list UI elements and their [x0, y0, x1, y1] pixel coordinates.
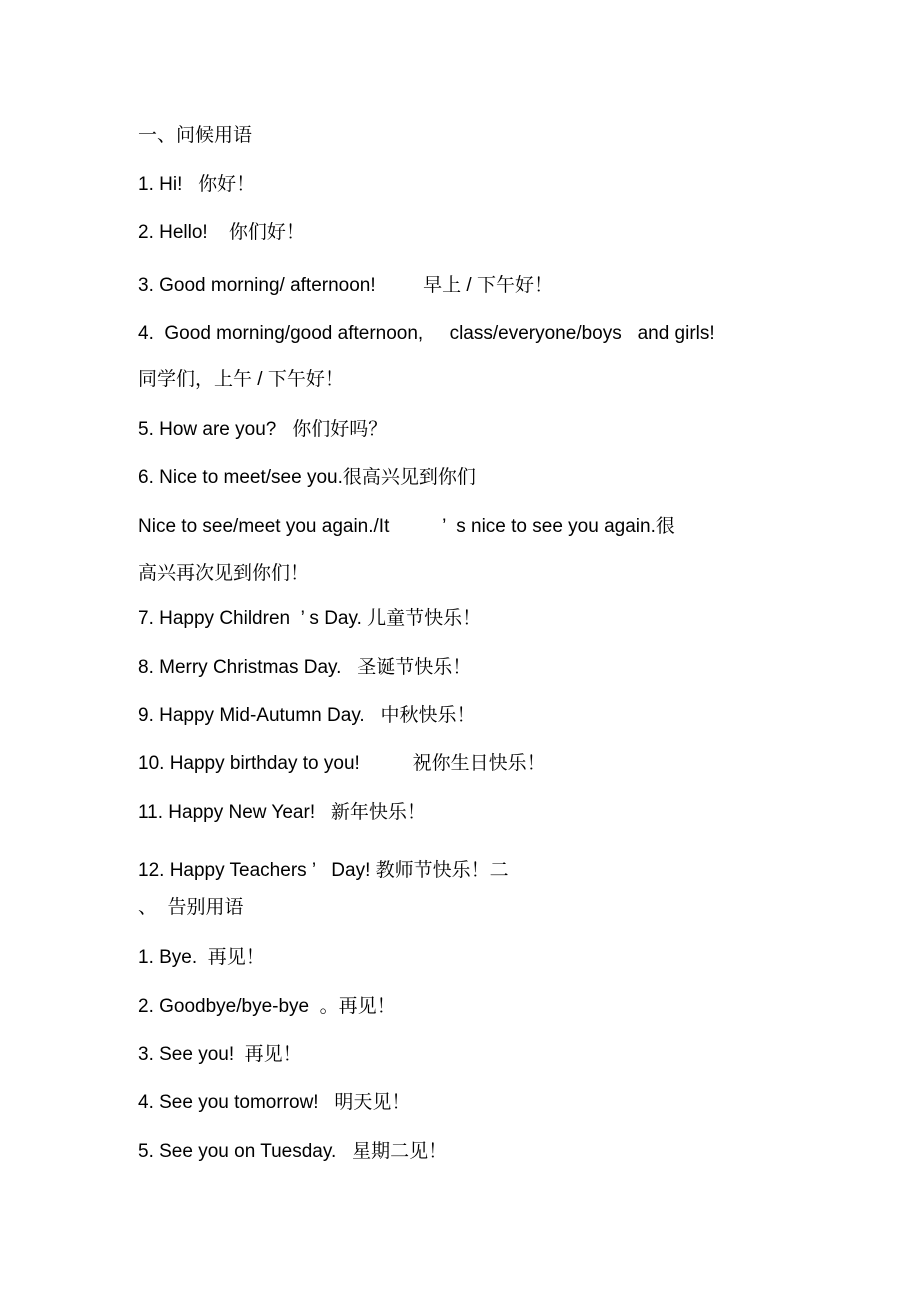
section-heading-greetings: 一、问候用语	[138, 125, 253, 146]
phrase-line: 同学们，上午 / 下午好！	[138, 369, 344, 390]
phrase-line: 10. Happy birthday to you! 祝你生日快乐！	[138, 753, 546, 774]
phrase-line: 3. See you! 再见！	[138, 1044, 302, 1065]
phrase-line: 8. Merry Christmas Day. 圣诞节快乐！	[138, 657, 472, 678]
phrase-line: 12. Happy Teachers ’ Day! 教师节快乐！二	[138, 860, 509, 881]
phrase-line: 4. See you tomorrow! 明天见！	[138, 1092, 411, 1113]
phrase-line: 2. Goodbye/bye-bye 。再见！	[138, 996, 396, 1017]
phrase-line: 高兴再次见到你们！	[138, 563, 310, 584]
phrase-line: 2. Hello! 你们好！	[138, 222, 305, 243]
phrase-line: 3. Good morning/ afternoon! 早上 / 下午好！	[138, 275, 553, 296]
phrase-line: 11. Happy New Year! 新年快乐！	[138, 802, 426, 823]
phrase-line: 4. Good morning/good afternoon, class/everyone/boys and girls!	[138, 323, 715, 344]
phrase-line: 5. See you on Tuesday. 星期二见！	[138, 1141, 448, 1162]
phrase-line: 5. How are you? 你们好吗？	[138, 419, 388, 440]
phrase-line: 9. Happy Mid-Autumn Day. 中秋快乐！	[138, 705, 476, 726]
phrase-line: 1. Hi! 你好！	[138, 174, 256, 195]
phrase-line: 7. Happy Children ’ s Day. 儿童节快乐！	[138, 608, 482, 629]
phrase-line: 6. Nice to meet/see you.很高兴见到你们	[138, 467, 476, 488]
phrase-line: Nice to see/meet you again./It ’ s nice to see you again.很	[138, 516, 675, 537]
section-heading-farewells: 、 告别用语	[138, 897, 244, 918]
phrase-line: 1. Bye. 再见！	[138, 947, 265, 968]
